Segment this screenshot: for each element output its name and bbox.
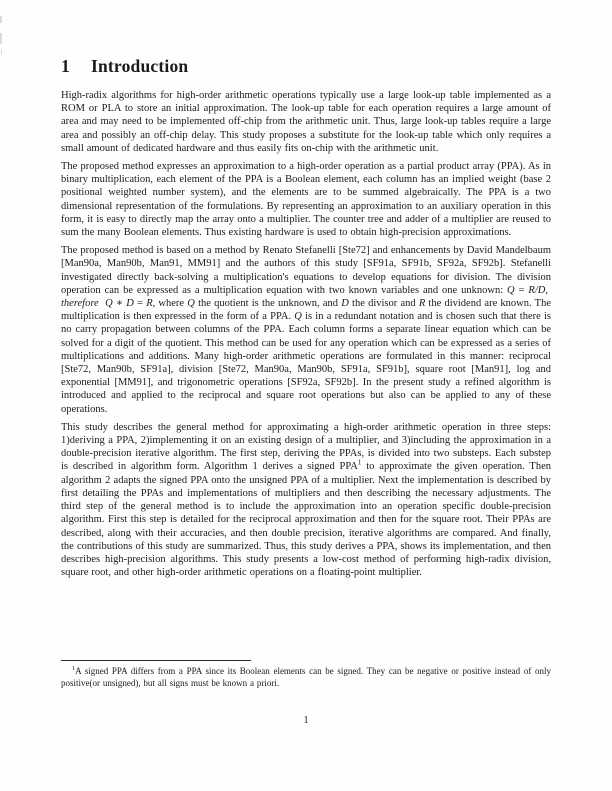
paragraph-2: The proposed method expresses an approximation to a high-order operation as a partial product array (PPA). As in binary multiplication, each element of the PPA is a Boolean element, each column has an implied weight (base 2 positional weighted number system), and the elements are to be summed algebraically. The PPA is a two dimensional representation of the formulations. By representing an approximation to an auxiliary operation in this form, it is easy to directly map the array onto a multiplier. The counter tree and adder of a multiplier are reused to sum the many Boolean elements. Thus existing hardware is used to obtain high-precision approximations. [61,161,551,239]
footnote-text: $^1$A signed PPA differs from a PPA since its Boolean elements can be signed. They can be negative or positive instead of only positive(or unsigned), but all signs must be known a priori. [61,666,551,689]
body-text [61,89,551,579]
paragraph-1: High-radix algorithms for high-order arithmetic operations typically use a large look-up table implemented as a ROM or PLA to store an initial approximation. The look-up table for each operation requires a large amount of area and may need to be implemented off-chip from the arithmetic unit. Thus, large look-up tables require a large area and possibly an off-chip delay. This study proposes a substitute for the look-up table which only requires a small amount of dedicated hardware and thus easily fits on-chip with the arithmetic unit. [61,90,551,154]
scan-artifact [1,49,2,55]
page-content [61,57,551,579]
section-heading [61,57,551,76]
footnote-rule [61,660,251,661]
section-number: 1 [61,56,70,76]
paragraph-4: This study describes the general method for approximating a high-order arithmetic operation in three steps: 1)deriving a PPA, 2)implementing it on an existing design of a multiplier, and 3)including the approximation in a double-precision iterative algorithm. The first step, deriving the PPAs, is divided into two substeps. Each substep is described in algorithm form. Algorithm 1 derives a signed PPA$^1$ to approximate the given operation. Then algorithm 2 adapts the signed PPA onto the unsigned PPA of a multiplier. Next the implementation is described by first detailing the PPAs and implementations of multipliers and then describing the necessary adjustments. The third step of the general method is to include the approximation into an operation specific double-precision algorithm. First this step is detailed for the reciprocal approximation and then for the square root. Their PPAs are described, along with their accuracies, and then double precision, iterative algorithms are compared. And finally, the contributions of this study are summarized. Thus, this study derives a PPA, shows its implementation, and then describes high-precision algorithms. This study presents a low-cost method of performing high-radix division, square root, and other high-order arithmetic operations on a floating-point multiplier. [61,421,551,579]
scan-artifact [0,33,2,44]
section-title: Introduction [90,56,189,76]
scan-artifact [0,16,2,23]
paragraph-3: The proposed method is based on a method by Renato Stefanelli [Ste72] and enhancements by David Mandelbaum [Man90a, Man90b, Man91, MM91] and the authors of this study [SF91a, SF91b, SF92a, SF92b]. Stefanelli investigated directly back-solving a multiplication's equations to develop equations for division. The division operation can be expressed as a multiplication equation with two known variables and one unknown: Q = R/D, therefore Q ∗ D = R, where Q the quotient is the unknown, and D the divisor and R the dividend are known. The multiplication is then expressed in the form of a PPA. Q is in a redundant notation and is chosen such that there is no carry propagation between columns of the PPA. Each column forms a separate linear equation which can be solved for a digit of the quotient. This method can be used for any operation which can be expressed as a series of multiplications and additions. Many high-order arithmetic operations are formulated in this manner: reciprocal [Ste72, Man90b, SF91a], division [Ste72, Man90a, Man90b, SF91a, SF91b], square root [Man91], log and exponential [MM91], and trigonometric operations [SF92a, SF92b]. In the present study a refined algorithm is introduced and applied to the reciprocal and square root operations but also can be applied to any of these operations. [61,245,551,415]
page-number: 1 [303,715,309,726]
footnote-area [61,660,551,690]
